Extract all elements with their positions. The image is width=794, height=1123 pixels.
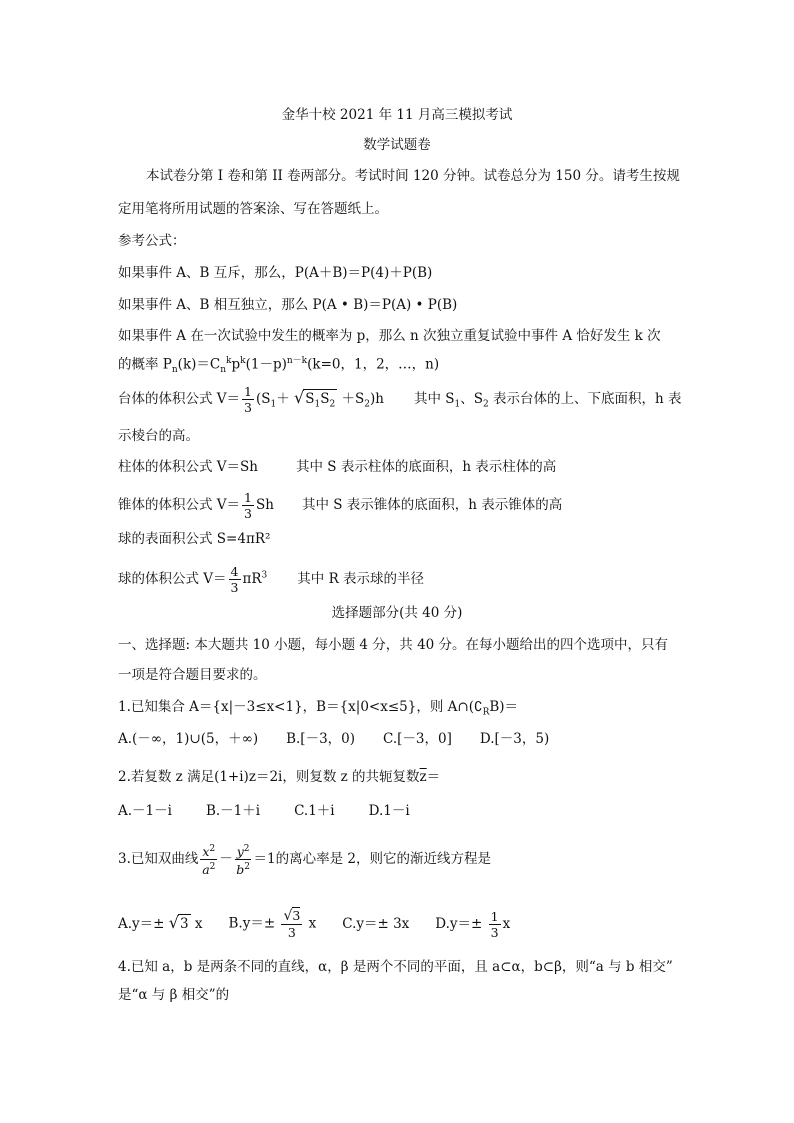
- question-4-line-1: 4.已知 a，b 是两条不同的直线，α，β 是两个不同的平面，且 a⊂α，b⊂β，则“a 与 b 相交”: [118, 959, 673, 975]
- intro-line-2: 定用笔将所用试题的答案涂、写在答题纸上。: [118, 201, 388, 217]
- formula-independent: 如果事件 A、B 相互独立，那么 P(A • B)＝P(A) • P(B): [118, 297, 458, 313]
- formula-frustum-line-2: 示棱台的高。: [118, 428, 199, 444]
- q1-option-b: B.[－3，0): [286, 731, 356, 747]
- section-instruction-2: 一项是符合题目要求的。: [118, 667, 267, 683]
- formula-exclusive: 如果事件 A、B 互斥，那么，P(A＋B)＝P(4)＋P(B): [118, 265, 433, 281]
- q1-option-d: D.[－3，5): [479, 731, 550, 747]
- question-1-stem: 1.已知集合 A＝{x|－3≤x<1}，B＝{x|0<x≤5}，则 $A\cap(∁_RB)=$: [118, 699, 519, 718]
- question-4-line-2: 是“α 与 β 相交”的: [118, 987, 230, 1003]
- exam-title: 金华十校 2021 年 11 月高三模拟考试: [281, 107, 513, 123]
- formula-frustum: 台体的体积公式 V＝ $\frac{1}{3}$ $(S_1+ √S_1S_2 +S_2)h$ 其中 $S_1$、$S_2$ 表示台体的上、下底面积，h 表: [118, 384, 682, 415]
- fraction-four-thirds: $\frac{4}{3}$: [230, 564, 239, 595]
- question-3-options: [118, 908, 510, 940]
- q2-option-a: A.－1－i: [118, 803, 172, 819]
- formula-sphere-surface: 球的表面积公式 S=4πR²: [118, 531, 271, 547]
- q1-option-c: C.[－3，0]: [383, 731, 452, 747]
- q3-option-c: C.y＝± 3x: [342, 915, 410, 932]
- intro-line-1: 本试卷分第 I 卷和第 II 卷两部分。考试时间 120 分钟。试卷总分为 150 分。请考生按规: [146, 168, 680, 184]
- formula-binomial-1: 如果事件 A 在一次试验中发生的概率为 p，那么 n 次独立重复试验中事件 A 恰好发生 k 次: [118, 328, 661, 344]
- formula-binomial-2: 的概率 $P_n(k)=C_n^kp^k(1-p)^{n-k}(k=0$，1，2，…，n): [118, 356, 440, 376]
- q2-option-d: D.1－i: [368, 803, 410, 819]
- q1-option-a: A.(－∞，1)∪(5，＋∞): [118, 731, 259, 747]
- q3-option-b: B.y＝± $\frac{√3}{3}$ x: [228, 908, 317, 940]
- formula-cone: 锥体的体积公式 V＝ $\frac{1}{3}$ Sh 其中 S 表示锥体的底面积，h 表示锥体的高: [118, 490, 563, 521]
- q2-option-b: B.－1＋i: [205, 803, 261, 819]
- exam-subtitle: 数学试题卷: [363, 137, 431, 153]
- fraction-x2-a2: $\frac{x^2}{a^2}$: [202, 844, 216, 878]
- formula-heading: 参考公式：: [118, 233, 186, 249]
- section-instruction-1: 一、选择题: 本大题共 10 小题，每小题 4 分，共 40 分。在每小题给出的四个选项中，只有: [118, 637, 669, 653]
- fraction-one-third: $\frac{1}{3}$: [244, 384, 252, 415]
- question-2-stem: 2.若复数 z 满足(1+i)z＝2i，则复数 z 的共轭复数$\overline{z}=$: [118, 769, 441, 785]
- section-title: 选择题部分(共 40 分): [331, 605, 463, 621]
- fraction-y2-b2: $\frac{y^2}{b^2}$: [236, 844, 250, 878]
- q3-option-a: A.y＝± √3 x: [118, 912, 203, 932]
- q2-option-c: C.1＋i: [294, 803, 335, 819]
- question-3-stem: 3.已知双曲线 $\frac{x^2}{a^2}$ － $\frac{y^2}{b^2}$ ＝1的离心率是 2，则它的渐近线方程是: [118, 844, 491, 878]
- question-1-options: [118, 730, 549, 748]
- formula-sphere-volume: 球的体积公式 V＝ $\frac{4}{3}$ $\pi R^3$ 其中 R 表示球的半径: [118, 564, 425, 595]
- fraction-one-third-cone: $\frac{1}{3}$: [244, 490, 252, 521]
- q3-option-d: D.y＝± $\frac{1}{3}$ x: [435, 908, 511, 940]
- formula-prism: 柱体的体积公式 V＝Sh 其中 S 表示柱体的底面积，h 表示柱体的高: [118, 459, 557, 475]
- question-2-options: [118, 802, 410, 820]
